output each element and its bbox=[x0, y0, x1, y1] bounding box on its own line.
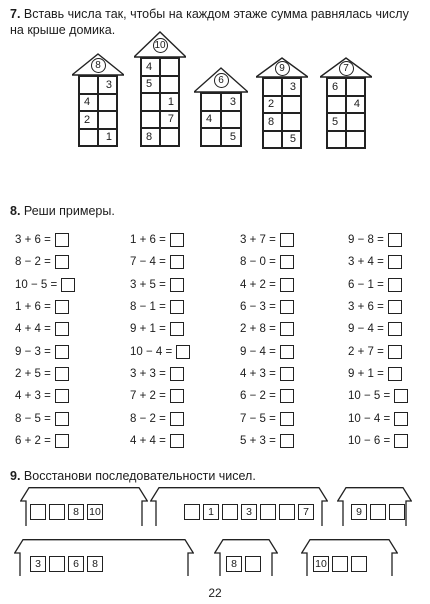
example-row bbox=[130, 363, 190, 385]
house-cell-empty[interactable] bbox=[79, 129, 98, 147]
sequence-house-2 bbox=[150, 487, 328, 527]
answer-box[interactable] bbox=[170, 367, 184, 381]
example-row bbox=[15, 251, 75, 273]
sequence-number-box[interactable]: 3 bbox=[241, 504, 257, 520]
house-roof-number: 9 bbox=[275, 61, 290, 76]
answer-box[interactable] bbox=[55, 367, 69, 381]
house-cell[interactable]: 7 bbox=[160, 111, 179, 129]
sequence-empty-box[interactable] bbox=[49, 556, 65, 572]
example-expression: 10 − 5 = bbox=[15, 278, 58, 291]
sequence-empty-box[interactable] bbox=[279, 504, 295, 520]
example-row bbox=[348, 385, 408, 407]
answer-box[interactable] bbox=[170, 389, 184, 403]
sequence-number-box[interactable]: 8 bbox=[226, 556, 242, 572]
answer-box[interactable] bbox=[170, 278, 184, 292]
house-cell-empty[interactable] bbox=[160, 128, 179, 146]
example-expression: 5 + 3 = bbox=[240, 434, 276, 447]
example-expression: 10 − 5 = bbox=[348, 390, 391, 403]
example-expression: 10 − 6 = bbox=[348, 434, 391, 447]
house-cell[interactable]: 4 bbox=[79, 94, 98, 112]
sequence-empty-box[interactable] bbox=[184, 504, 200, 520]
example-row bbox=[348, 430, 408, 452]
answer-box[interactable] bbox=[280, 233, 294, 247]
example-row bbox=[348, 340, 408, 362]
example-expression: 8 − 1 = bbox=[130, 301, 166, 314]
house-floors bbox=[140, 57, 180, 147]
house-cell[interactable]: 1 bbox=[98, 129, 117, 147]
answer-box[interactable] bbox=[394, 434, 408, 448]
sequence-house-3 bbox=[337, 487, 412, 527]
example-expression: 4 + 3 = bbox=[15, 390, 51, 403]
examples-column-4 bbox=[348, 229, 408, 452]
answer-box[interactable] bbox=[55, 434, 69, 448]
page-number: 22 bbox=[208, 586, 222, 600]
answer-box[interactable] bbox=[55, 233, 69, 247]
house-cell[interactable]: 3 bbox=[221, 93, 241, 111]
sequence-boxes bbox=[351, 504, 405, 520]
example-expression: 3 + 6 = bbox=[348, 301, 384, 314]
house-cell-empty[interactable] bbox=[98, 94, 117, 112]
example-row bbox=[130, 274, 190, 296]
house-cell[interactable]: 2 bbox=[79, 111, 98, 129]
example-expression: 9 − 8 = bbox=[348, 234, 384, 247]
answer-box[interactable] bbox=[55, 412, 69, 426]
task-8-text: Реши примеры. bbox=[23, 204, 115, 218]
example-expression: 3 + 3 = bbox=[130, 367, 166, 380]
sequence-number-box[interactable]: 10 bbox=[313, 556, 329, 572]
example-expression: 4 + 4 = bbox=[15, 323, 51, 336]
example-expression: 6 − 1 = bbox=[348, 278, 384, 291]
answer-box[interactable] bbox=[55, 345, 69, 359]
sequence-number-box[interactable]: 8 bbox=[87, 556, 103, 572]
house-cell-empty[interactable] bbox=[201, 128, 221, 146]
example-row bbox=[15, 385, 75, 407]
answer-box[interactable] bbox=[170, 255, 184, 269]
example-expression: 9 + 1 = bbox=[348, 367, 384, 380]
answer-box[interactable] bbox=[280, 389, 294, 403]
example-expression: 4 + 4 = bbox=[130, 434, 166, 447]
example-expression: 4 + 3 = bbox=[240, 367, 276, 380]
answer-box[interactable] bbox=[170, 322, 184, 336]
answer-box[interactable] bbox=[280, 367, 294, 381]
house-roof-number: 6 bbox=[214, 73, 229, 88]
example-row bbox=[240, 363, 294, 385]
answer-box[interactable] bbox=[280, 345, 294, 359]
house-cell-empty[interactable] bbox=[160, 76, 179, 94]
house-cell[interactable]: 3 bbox=[282, 78, 301, 96]
sequence-empty-box[interactable] bbox=[222, 504, 238, 520]
sequence-empty-box[interactable] bbox=[351, 556, 367, 572]
answer-box[interactable] bbox=[170, 434, 184, 448]
house-cell-empty[interactable] bbox=[201, 93, 221, 111]
house-cell[interactable]: 8 bbox=[263, 113, 282, 131]
house-cell[interactable]: 6 bbox=[327, 78, 346, 96]
answer-box[interactable] bbox=[280, 255, 294, 269]
example-expression: 7 + 2 = bbox=[130, 390, 166, 403]
example-row bbox=[130, 229, 190, 251]
example-expression: 8 − 2 = bbox=[15, 256, 51, 269]
house-cell-empty[interactable] bbox=[221, 111, 241, 129]
example-row bbox=[15, 296, 75, 318]
example-row bbox=[15, 340, 75, 362]
example-row bbox=[130, 340, 190, 362]
answer-box[interactable] bbox=[280, 300, 294, 314]
houses-area bbox=[0, 0, 430, 180]
house-floors bbox=[78, 75, 118, 147]
house-cell[interactable]: 2 bbox=[263, 96, 282, 114]
example-row bbox=[130, 407, 190, 429]
answer-box[interactable] bbox=[388, 233, 402, 247]
sequence-number-box[interactable]: 1 bbox=[203, 504, 219, 520]
sequence-house-5 bbox=[214, 539, 278, 577]
example-expression: 6 − 3 = bbox=[240, 301, 276, 314]
example-row bbox=[240, 318, 294, 340]
house-cell[interactable]: 5 bbox=[141, 76, 160, 94]
sequence-boxes bbox=[30, 556, 103, 572]
example-expression: 3 + 7 = bbox=[240, 234, 276, 247]
example-row bbox=[348, 407, 408, 429]
example-row bbox=[348, 318, 408, 340]
house-floors bbox=[262, 77, 302, 149]
example-row bbox=[15, 430, 75, 452]
example-expression: 9 − 3 = bbox=[15, 345, 51, 358]
house-cell-empty[interactable] bbox=[79, 76, 98, 94]
house-cell-empty[interactable] bbox=[282, 113, 301, 131]
answer-box[interactable] bbox=[388, 322, 402, 336]
example-row bbox=[240, 296, 294, 318]
house-cell-empty[interactable] bbox=[141, 111, 160, 129]
task-7-number: 7. bbox=[10, 7, 21, 21]
house-cell[interactable]: 4 bbox=[201, 111, 221, 129]
sequence-empty-box[interactable] bbox=[245, 556, 261, 572]
example-expression: 4 + 2 = bbox=[240, 278, 276, 291]
house-floors bbox=[200, 92, 242, 147]
sequence-number-box[interactable]: 10 bbox=[87, 504, 103, 520]
sequence-boxes bbox=[184, 504, 314, 520]
example-row bbox=[348, 251, 408, 273]
answer-box[interactable] bbox=[176, 345, 190, 359]
example-expression: 9 − 4 = bbox=[240, 345, 276, 358]
example-expression: 3 + 4 = bbox=[348, 256, 384, 269]
house-cell[interactable]: 8 bbox=[141, 128, 160, 146]
task-8-number: 8. bbox=[10, 204, 21, 218]
sequence-empty-box[interactable] bbox=[370, 504, 386, 520]
example-expression: 1 + 6 = bbox=[130, 234, 166, 247]
house-cell[interactable]: 5 bbox=[282, 131, 301, 149]
house-cell[interactable]: 4 bbox=[141, 58, 160, 76]
answer-box[interactable] bbox=[388, 300, 402, 314]
example-expression: 1 + 6 = bbox=[15, 301, 51, 314]
house-roof-number: 8 bbox=[91, 58, 106, 73]
sequence-house-6 bbox=[301, 539, 398, 577]
sequence-house-4 bbox=[14, 539, 194, 577]
example-expression: 2 + 5 = bbox=[15, 367, 51, 380]
answer-box[interactable] bbox=[55, 389, 69, 403]
answer-box[interactable] bbox=[55, 255, 69, 269]
sequence-empty-box[interactable] bbox=[332, 556, 348, 572]
answer-box[interactable] bbox=[388, 345, 402, 359]
example-expression: 9 − 4 = bbox=[348, 323, 384, 336]
answer-box[interactable] bbox=[280, 434, 294, 448]
example-row bbox=[15, 318, 75, 340]
example-expression: 9 + 1 = bbox=[130, 323, 166, 336]
sequence-boxes bbox=[226, 556, 261, 572]
sequence-empty-box[interactable] bbox=[389, 504, 405, 520]
answer-box[interactable] bbox=[61, 278, 75, 292]
answer-box[interactable] bbox=[388, 278, 402, 292]
example-expression: 2 + 7 = bbox=[348, 345, 384, 358]
example-row bbox=[130, 385, 190, 407]
house-cell-empty[interactable] bbox=[141, 93, 160, 111]
example-row bbox=[240, 340, 294, 362]
example-expression: 7 − 4 = bbox=[130, 256, 166, 269]
examples-column-2 bbox=[130, 229, 190, 452]
house-floors bbox=[326, 77, 366, 149]
answer-box[interactable] bbox=[55, 300, 69, 314]
house-cell-empty[interactable] bbox=[327, 131, 346, 149]
example-row bbox=[348, 229, 408, 251]
example-row bbox=[348, 363, 408, 385]
example-expression: 2 + 8 = bbox=[240, 323, 276, 336]
task-7-text-line1: Вставь числа так, чтобы на каждом этаже сумма равнялась числу bbox=[23, 7, 409, 21]
example-expression: 10 − 4 = bbox=[130, 345, 173, 358]
house-cell[interactable]: 3 bbox=[98, 76, 117, 94]
example-expression: 3 + 6 = bbox=[15, 234, 51, 247]
example-expression: 6 + 2 = bbox=[15, 434, 51, 447]
house-cell-empty[interactable] bbox=[282, 96, 301, 114]
house-cell[interactable]: 1 bbox=[160, 93, 179, 111]
house-cell-empty[interactable] bbox=[263, 131, 282, 149]
task-9-heading bbox=[10, 468, 256, 484]
task-9-number: 9. bbox=[10, 469, 21, 483]
example-expression: 8 − 5 = bbox=[15, 412, 51, 425]
answer-box[interactable] bbox=[170, 412, 184, 426]
task-9-text: Восстанови последовательности чисел. bbox=[23, 469, 256, 483]
house-cell-empty[interactable] bbox=[263, 78, 282, 96]
sequence-empty-box[interactable] bbox=[30, 504, 46, 520]
house-cell[interactable]: 4 bbox=[346, 96, 365, 114]
example-expression: 8 − 2 = bbox=[130, 412, 166, 425]
answer-box[interactable] bbox=[388, 255, 402, 269]
example-row bbox=[240, 385, 294, 407]
answer-box[interactable] bbox=[388, 367, 402, 381]
answer-box[interactable] bbox=[280, 322, 294, 336]
examples-column-3 bbox=[240, 229, 294, 452]
sequence-number-box[interactable]: 8 bbox=[68, 504, 84, 520]
answer-box[interactable] bbox=[280, 412, 294, 426]
answer-box[interactable] bbox=[170, 300, 184, 314]
answer-box[interactable] bbox=[394, 412, 408, 426]
example-row bbox=[15, 274, 75, 296]
sequence-empty-box[interactable] bbox=[49, 504, 65, 520]
answer-box[interactable] bbox=[280, 278, 294, 292]
sequence-house-1 bbox=[20, 487, 148, 527]
house-cell-empty[interactable] bbox=[327, 96, 346, 114]
example-row bbox=[130, 430, 190, 452]
house-cell-empty[interactable] bbox=[160, 58, 179, 76]
sequence-number-box[interactable]: 3 bbox=[30, 556, 46, 572]
house-cell-empty[interactable] bbox=[346, 131, 365, 149]
example-row bbox=[240, 251, 294, 273]
examples-column-1 bbox=[15, 229, 75, 452]
sequence-boxes bbox=[313, 556, 367, 572]
example-row bbox=[15, 363, 75, 385]
house-cell-empty[interactable] bbox=[346, 113, 365, 131]
house-cell-empty[interactable] bbox=[346, 78, 365, 96]
house-cell[interactable]: 5 bbox=[221, 128, 241, 146]
example-row bbox=[348, 274, 408, 296]
example-expression: 6 − 2 = bbox=[240, 390, 276, 403]
example-expression: 8 − 0 = bbox=[240, 256, 276, 269]
house-cell[interactable]: 5 bbox=[327, 113, 346, 131]
sequence-number-box[interactable]: 9 bbox=[351, 504, 367, 520]
example-row bbox=[130, 251, 190, 273]
task-8-heading bbox=[10, 203, 115, 219]
example-row bbox=[240, 430, 294, 452]
sequence-boxes bbox=[30, 504, 103, 520]
example-expression: 7 − 5 = bbox=[240, 412, 276, 425]
example-row bbox=[15, 407, 75, 429]
house-roof-number: 10 bbox=[154, 39, 166, 51]
example-row bbox=[348, 296, 408, 318]
answer-box[interactable] bbox=[170, 233, 184, 247]
answer-box[interactable] bbox=[394, 389, 408, 403]
example-expression: 3 + 5 = bbox=[130, 278, 166, 291]
sequence-number-box[interactable]: 6 bbox=[68, 556, 84, 572]
house-cell-empty[interactable] bbox=[98, 111, 117, 129]
task-7-text-line2: на крыше домика. bbox=[10, 23, 116, 37]
example-row bbox=[130, 296, 190, 318]
example-row bbox=[15, 229, 75, 251]
sequence-empty-box[interactable] bbox=[260, 504, 276, 520]
sequence-number-box[interactable]: 7 bbox=[298, 504, 314, 520]
example-row bbox=[240, 407, 294, 429]
example-expression: 10 − 4 = bbox=[348, 412, 391, 425]
example-row bbox=[240, 229, 294, 251]
answer-box[interactable] bbox=[55, 322, 69, 336]
example-row bbox=[130, 318, 190, 340]
house-roof-number: 7 bbox=[339, 61, 354, 76]
example-row bbox=[240, 274, 294, 296]
